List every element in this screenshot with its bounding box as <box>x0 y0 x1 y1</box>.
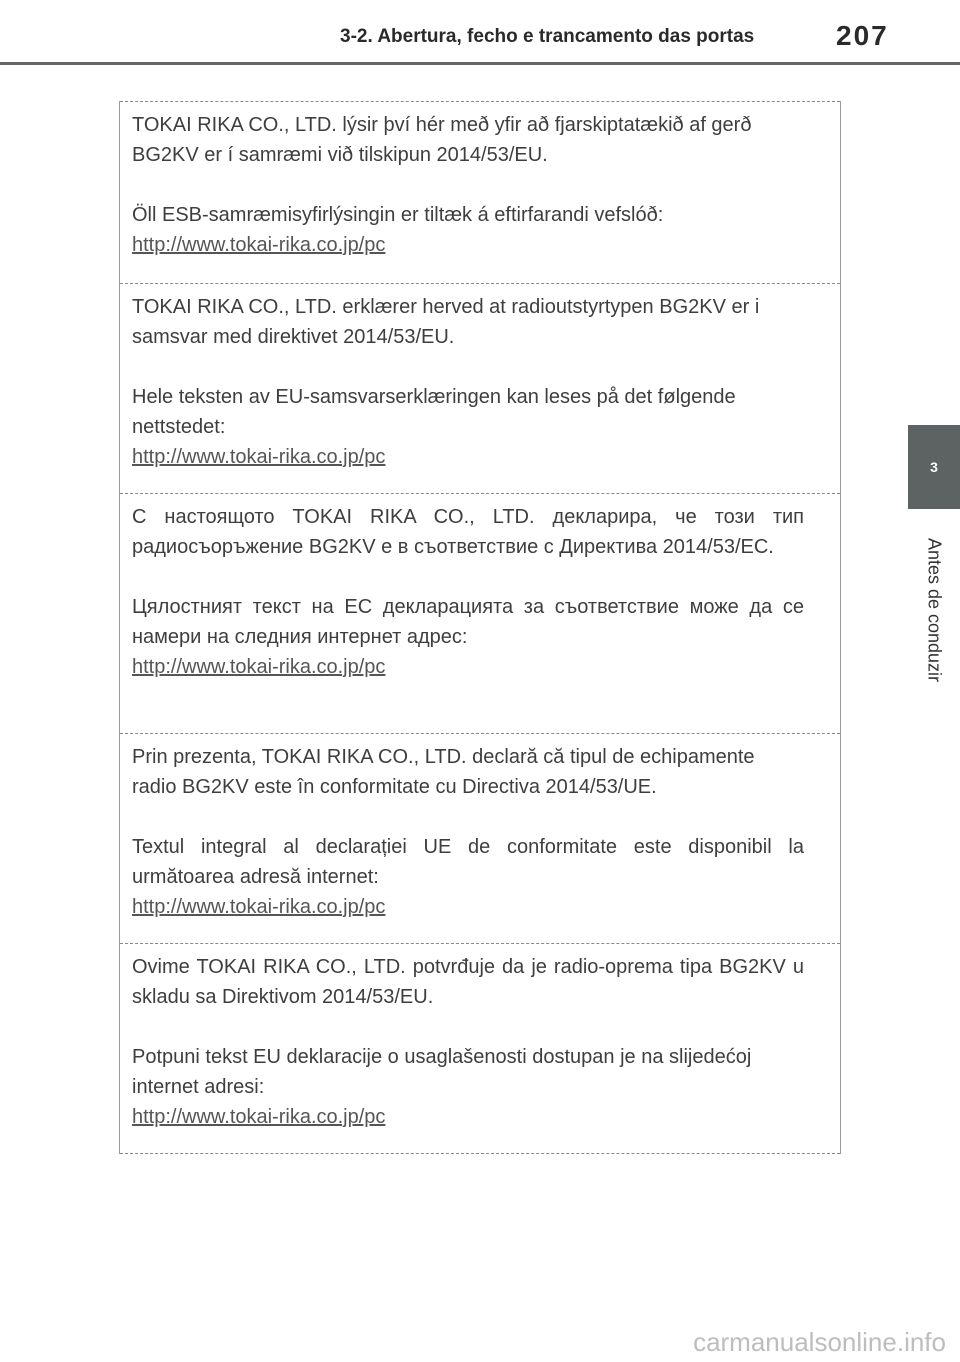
declaration-romanian <box>120 733 840 943</box>
chapter-tab[interactable] <box>908 425 960 509</box>
watermark-text: carmanualsonline.info <box>693 1327 946 1357</box>
declaration-url-link[interactable]: http://www.tokai-rika.co.jp/pc <box>132 446 386 468</box>
declaration-statement: С настоящото TOKAI RIKA CO., LTD. декларира, че този тип радиосъоръжение BG2KV е в съответствие с Директива 2014/53/ЕС. <box>132 506 804 558</box>
declaration-availability: Цялостният текст на ЕС декларацията за съответствие може да се намери на следния интернет адрес: <box>132 596 804 648</box>
declaration-availability: Öll ESB-samræmisyfirlýsingin er tiltæk á eftirfarandi vefslóð: <box>132 204 664 226</box>
declaration-bulgarian <box>120 493 840 733</box>
declarations-box <box>119 101 841 1154</box>
declaration-icelandic <box>120 101 840 283</box>
page-header <box>0 0 960 66</box>
declaration-statement: TOKAI RIKA CO., LTD. lýsir því hér með yfir að fjarskiptatækið af gerð BG2KV er í samræmi við tilskipun 2014/53/EU. <box>132 114 752 166</box>
declaration-url-link[interactable]: http://www.tokai-rika.co.jp/pc <box>132 656 386 678</box>
declaration-norwegian <box>120 283 840 493</box>
chapter-number: 3 <box>930 459 938 475</box>
declaration-statement: Prin prezenta, TOKAI RIKA CO., LTD. declară că tipul de echipamente radio BG2KV este în conformitate cu Directiva 2014/53/UE. <box>132 746 755 798</box>
declaration-croatian <box>120 943 840 1154</box>
declaration-statement: Ovime TOKAI RIKA CO., LTD. potvrđuje da je radio-oprema tipa BG2KV u skladu sa Direktivom 2014/53/EU. <box>132 956 804 1008</box>
section-title: 3-2. Abertura, fecho e trancamento das portas <box>340 26 755 47</box>
declaration-url-link[interactable]: http://www.tokai-rika.co.jp/pc <box>132 234 386 256</box>
header-divider <box>0 62 960 65</box>
page-number: 207 <box>836 20 889 51</box>
declaration-availability: Hele teksten av EU-samsvarserklæringen kan leses på det følgende nettstedet: <box>132 386 736 438</box>
declaration-availability: Textul integral al declarației UE de conformitate este disponibil la următoarea adresă internet: <box>132 836 804 888</box>
declaration-url-link[interactable]: http://www.tokai-rika.co.jp/pc <box>132 896 386 918</box>
declaration-url-link[interactable]: http://www.tokai-rika.co.jp/pc <box>132 1106 386 1128</box>
chapter-label: Antes de conduzir <box>924 537 945 683</box>
declaration-statement: TOKAI RIKA CO., LTD. erklærer herved at radioutstyrtypen BG2KV er i samsvar med direktivet 2014/53/EU. <box>132 296 760 348</box>
declaration-availability: Potpuni tekst EU deklaracije o usaglašenosti dostupan je na slijedećoj internet adresi: <box>132 1046 752 1098</box>
